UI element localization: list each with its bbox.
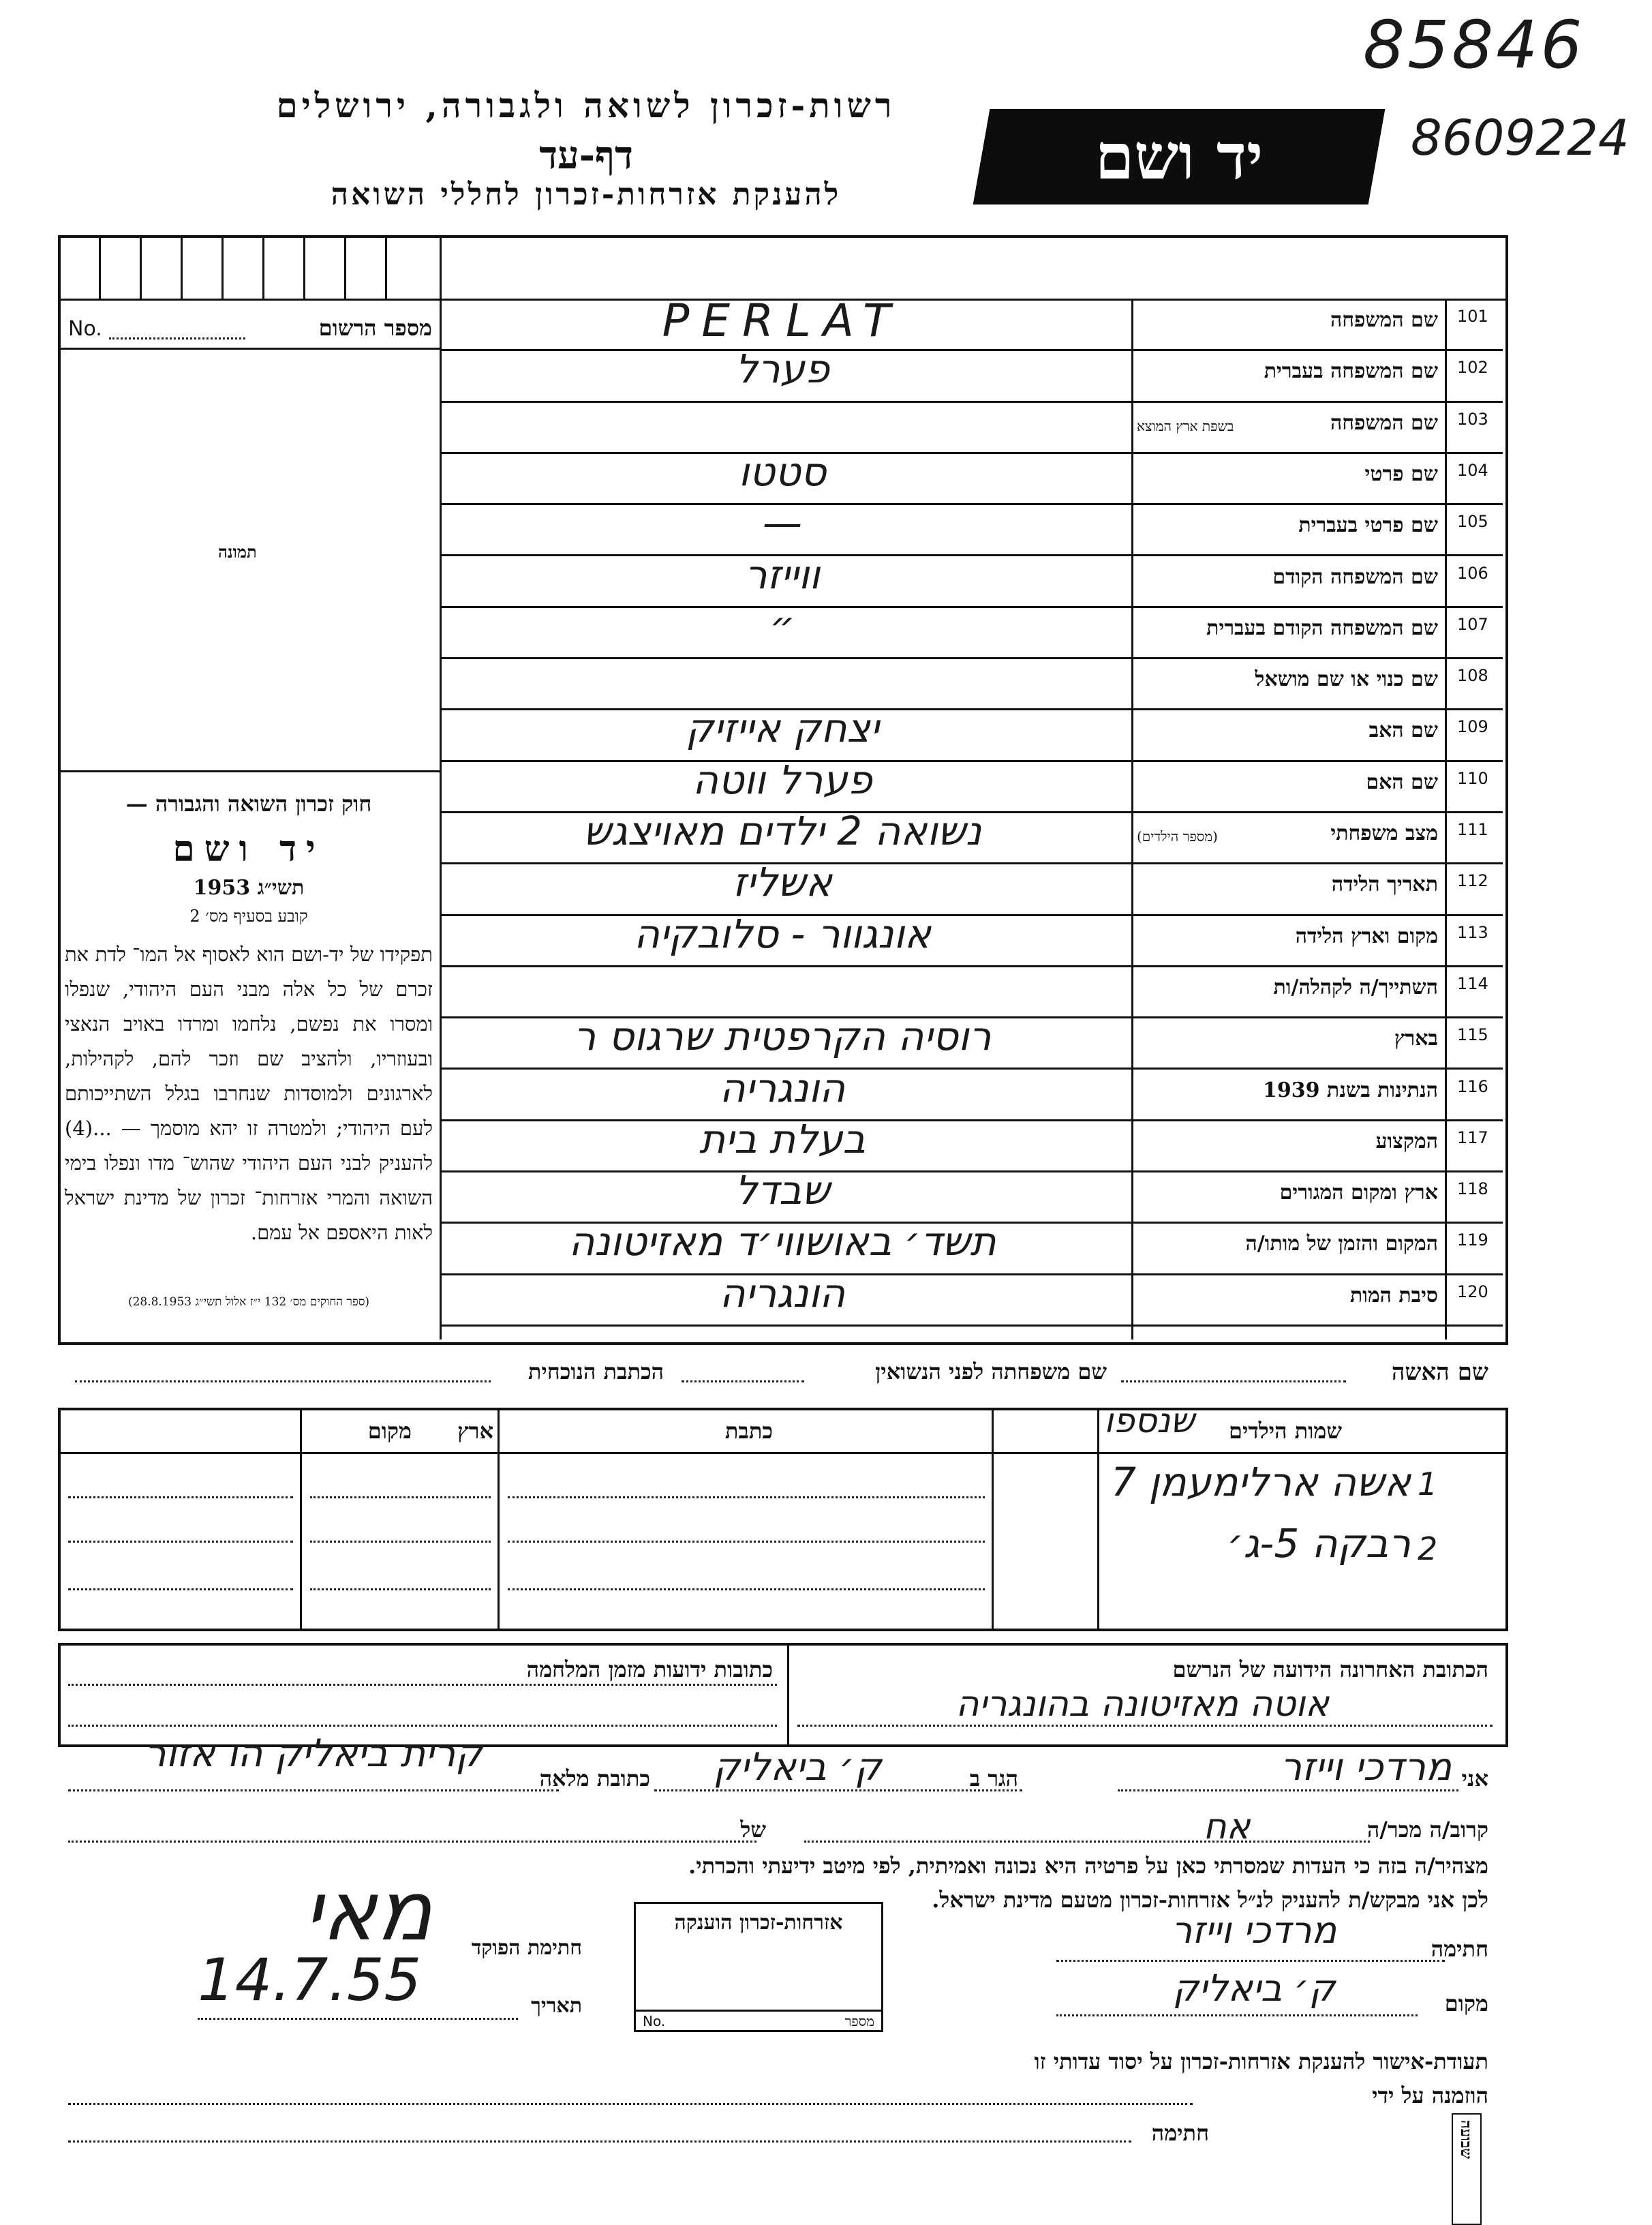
field-value: שבדל bbox=[735, 1167, 830, 1214]
maiden-name-label: שם משפחתה לפני הנשואין bbox=[875, 1359, 1107, 1384]
field-value: ״ bbox=[769, 602, 795, 649]
granted-box-title: אזרחות-זכרון הוענקה bbox=[674, 1911, 843, 1935]
child-1-name: אשה ארלימעמן 7 bbox=[1111, 1459, 1411, 1505]
yad-vashem-logo bbox=[973, 109, 1386, 205]
declarant-i-label: אני bbox=[1461, 1766, 1488, 1791]
reference-number-stamp: 8609224 bbox=[1411, 109, 1630, 166]
photo-label: תמונה bbox=[218, 542, 257, 562]
place-value: ק׳ ביאליק bbox=[1172, 1967, 1336, 2010]
last-address-label: הכתובת האחרונה הידועה של הנרשם bbox=[1172, 1656, 1488, 1682]
field-row-114 bbox=[442, 967, 1503, 1018]
field-label: הנתינות בשנת 1939 bbox=[1262, 1078, 1438, 1102]
field-value: — bbox=[763, 500, 802, 547]
field-label: שם פרטי בעברית bbox=[1298, 513, 1438, 538]
field-number: 119 bbox=[1457, 1230, 1488, 1250]
field-number: 105 bbox=[1457, 512, 1488, 532]
field-value: בעלת בית bbox=[699, 1115, 866, 1162]
child-2-name: רבקה 5-ג׳ bbox=[1227, 1520, 1411, 1566]
field-number: 110 bbox=[1457, 768, 1488, 788]
field-label: שם המשפחה הקודם bbox=[1272, 564, 1438, 589]
statement-line-1: מצהיר/ה בזה כי העדות שמסרתי כאן על פרטיה היא נכונה ואמיתית, לפי מיטב ידיעתי והכרתי. bbox=[688, 1853, 1488, 1879]
registry-no-label: No. bbox=[68, 317, 102, 341]
law-clause: קובע בסעיף מס׳ 2 bbox=[189, 907, 308, 926]
field-row-111 bbox=[442, 808, 1503, 864]
certificate-issued: הוזמנה על ידי bbox=[1372, 2083, 1488, 2108]
field-value: הונגריה bbox=[719, 1064, 846, 1111]
wartime-address-label: כתובות ידועות מזמן המלחמה bbox=[526, 1656, 773, 1682]
certificate-signature-label: חתימה bbox=[1151, 2120, 1209, 2146]
field-value: PERLAT bbox=[662, 294, 903, 347]
field-number: 101 bbox=[1457, 307, 1488, 326]
field-number: 108 bbox=[1457, 666, 1488, 686]
of-label: של bbox=[740, 1817, 766, 1843]
field-row-116 bbox=[442, 1064, 1503, 1121]
form-subtitle: להענקת אזרחות-זכרון לחללי השואה bbox=[331, 177, 842, 212]
field-row-110 bbox=[442, 756, 1503, 813]
organization-name: רשות-זכרון לשואה ולגבורה, ירושלים bbox=[276, 85, 896, 125]
field-row-115 bbox=[442, 1013, 1503, 1070]
field-value: ווייזר bbox=[744, 551, 821, 598]
field-row-117 bbox=[442, 1115, 1503, 1172]
field-label: שם כנוי או שם מושאל bbox=[1255, 667, 1438, 692]
field-row-104 bbox=[442, 448, 1503, 505]
side-mark: שבועה bbox=[1457, 2120, 1475, 2159]
lives-in-value: ק׳ ביאליק bbox=[713, 1745, 882, 1789]
field-row-113 bbox=[442, 910, 1503, 967]
children-place-header: מקום bbox=[367, 1418, 412, 1444]
field-row-119 bbox=[442, 1218, 1503, 1275]
field-label: סיבת המות bbox=[1349, 1283, 1438, 1307]
field-row-101 bbox=[442, 294, 1503, 351]
field-number: 103 bbox=[1457, 409, 1488, 429]
field-number: 102 bbox=[1457, 358, 1488, 378]
law-text: תפקידו של יד-ושם הוא לאסוף אל המו־ לדת את זכרם של כל אלה מבני העם היהודי, שנפלו ומסרו את נפשם, נלחמו ומרדו באויב הנאצי ובעוזריו, ולהציב שם וזכר להם, לקהילות, לארגונים ולמוסדות שנחרבו בגלל השתייכותם לעם היהודי; ולמטרה זו יהא מוסמך — ...(4) להעניק לבני העם היהודי שהוש־ מדו ונפלו בימי השואה והמרי אזרחות־ זכרון של מדינת ישראל לאות היאספם אל עמם. bbox=[65, 943, 433, 1244]
field-value: נשואה 2 ילדים מאויצגש bbox=[583, 808, 982, 854]
field-number: 115 bbox=[1457, 1025, 1488, 1045]
child-2-index: 2 bbox=[1418, 1530, 1438, 1567]
full-address-value: קרית ביאליק הו אזור bbox=[144, 1731, 483, 1776]
field-value: הונגריה bbox=[719, 1269, 846, 1316]
registry-number-label: מספר הרשום bbox=[318, 315, 432, 341]
lives-in-label: הגר ב bbox=[969, 1766, 1018, 1791]
field-number: 120 bbox=[1457, 1282, 1488, 1301]
officer-signature-label: חתימת הפוקד bbox=[471, 1936, 582, 1960]
field-label: מצב משפחתי bbox=[1330, 821, 1438, 845]
current-address-label: הכתבת הנוכחית bbox=[527, 1359, 664, 1384]
field-number: 104 bbox=[1457, 460, 1488, 480]
children-handwritten-label: שנספו bbox=[1104, 1401, 1195, 1440]
field-row-105 bbox=[442, 500, 1503, 556]
field-number: 109 bbox=[1457, 717, 1488, 737]
field-label: שם האם bbox=[1366, 770, 1438, 794]
declarant-signature-label: חתימה bbox=[1431, 1936, 1488, 1962]
declarant-name: מרדכי וייזר bbox=[1280, 1745, 1452, 1789]
field-value: פערל ווטה bbox=[692, 756, 872, 803]
field-label: המקום והזמן של מותו/ה bbox=[1245, 1232, 1438, 1256]
field-value: אונגוור - סלובקיה bbox=[634, 910, 931, 957]
wife-name-label: שם האשה bbox=[1391, 1359, 1488, 1386]
field-label-note: בשפת ארץ המוצא bbox=[1137, 417, 1234, 434]
last-address-value: אוטה מאזיטונה בהונגריה bbox=[955, 1684, 1329, 1725]
children-country-header: ארץ bbox=[457, 1418, 493, 1444]
field-number: 113 bbox=[1457, 922, 1488, 942]
field-label: השתייך/ה לקהלה/ות bbox=[1273, 975, 1438, 999]
field-number: 114 bbox=[1457, 973, 1488, 993]
citizenship-granted-box bbox=[634, 1902, 883, 2032]
field-number: 111 bbox=[1457, 820, 1488, 839]
field-value: סטטו bbox=[738, 448, 827, 495]
side-mark-box bbox=[1452, 2113, 1482, 2225]
field-row-109 bbox=[442, 705, 1503, 761]
field-label: המקצוע bbox=[1375, 1129, 1438, 1153]
date-label: תאריך bbox=[531, 1994, 582, 2018]
field-label: שם המשפחה הקודם בעברית bbox=[1206, 616, 1438, 640]
date-value: 14.7.55 bbox=[198, 1946, 422, 2014]
field-row-118 bbox=[442, 1167, 1503, 1224]
field-label: שם המשפחה bbox=[1330, 410, 1438, 435]
form-title: דף-עד bbox=[539, 133, 633, 178]
field-number: 112 bbox=[1457, 871, 1488, 891]
law-title: חוק זכרון השואה והגבורה — bbox=[125, 791, 372, 817]
field-label: שם המשפחה bbox=[1330, 308, 1438, 332]
field-value: יצחק אייזיק bbox=[686, 705, 879, 752]
field-row-108 bbox=[442, 659, 1503, 710]
full-address-label: כתובת מלאה bbox=[539, 1766, 650, 1791]
law-name: יד ושם bbox=[172, 828, 325, 870]
field-label-note: (מספר הילדים) bbox=[1137, 828, 1218, 845]
field-value: תשד׳ באושווי׳ד מאזיטונה bbox=[568, 1218, 996, 1265]
field-row-106 bbox=[442, 551, 1503, 608]
field-number: 106 bbox=[1457, 563, 1488, 583]
logo-text: יד ושם bbox=[1095, 120, 1264, 194]
child-1-index: 1 bbox=[1418, 1466, 1438, 1502]
relative-label: קרוב/ה מכר/ה bbox=[1366, 1817, 1488, 1843]
field-label: בארץ bbox=[1394, 1027, 1438, 1051]
field-label: תאריך הלידה bbox=[1331, 873, 1438, 897]
field-label: מקום וארץ הלידה bbox=[1295, 924, 1438, 948]
field-row-120 bbox=[442, 1269, 1503, 1327]
field-row-112 bbox=[442, 859, 1503, 915]
field-value: אשליז bbox=[733, 859, 832, 906]
field-row-102 bbox=[442, 346, 1503, 402]
field-value: פערל bbox=[735, 346, 830, 393]
statement-line-2: לכן אני מבקש/ת להעניק לנ״ל אזרחות-זכרון מטעם מדינת ישראל. bbox=[932, 1887, 1488, 1913]
field-value: רוסיה הקרפטית שרגוס ר bbox=[573, 1013, 992, 1060]
children-address-header: כתבת bbox=[724, 1418, 773, 1444]
field-label: שם האב bbox=[1368, 718, 1438, 743]
officer-signature: מאי bbox=[303, 1864, 433, 1959]
place-label: מקום bbox=[1444, 1991, 1488, 2016]
document-number-stamp: 85846 bbox=[1363, 7, 1585, 83]
law-year: תשי״ג 1953 bbox=[193, 876, 305, 900]
declarant-signature: מרדכי וייזר bbox=[1171, 1909, 1337, 1952]
granted-number-label: מספר bbox=[844, 2013, 874, 2029]
relative-value: אח bbox=[1203, 1806, 1251, 1847]
field-number: 107 bbox=[1457, 614, 1488, 634]
certificate-text: תעודת-אישור להענקת אזרחות-זכרון על יסוד עדותי זו bbox=[1034, 2048, 1488, 2074]
field-label: ארץ ומקום המגורים bbox=[1279, 1181, 1438, 1205]
granted-no-label: No. bbox=[643, 2013, 666, 2029]
field-row-103 bbox=[442, 403, 1503, 454]
field-label: שם פרטי bbox=[1364, 461, 1438, 486]
law-footnote: (ספר החוקים מס׳ 132 י״ז אלול תשי״ג 28.8.1953) bbox=[127, 1295, 370, 1309]
field-label: שם המשפחה בעברית bbox=[1264, 359, 1438, 384]
field-number: 117 bbox=[1457, 1127, 1488, 1147]
children-names-header: שמות הילדים bbox=[1229, 1418, 1342, 1444]
field-row-107 bbox=[442, 602, 1503, 659]
field-number: 118 bbox=[1457, 1179, 1488, 1199]
field-number: 116 bbox=[1457, 1076, 1488, 1096]
